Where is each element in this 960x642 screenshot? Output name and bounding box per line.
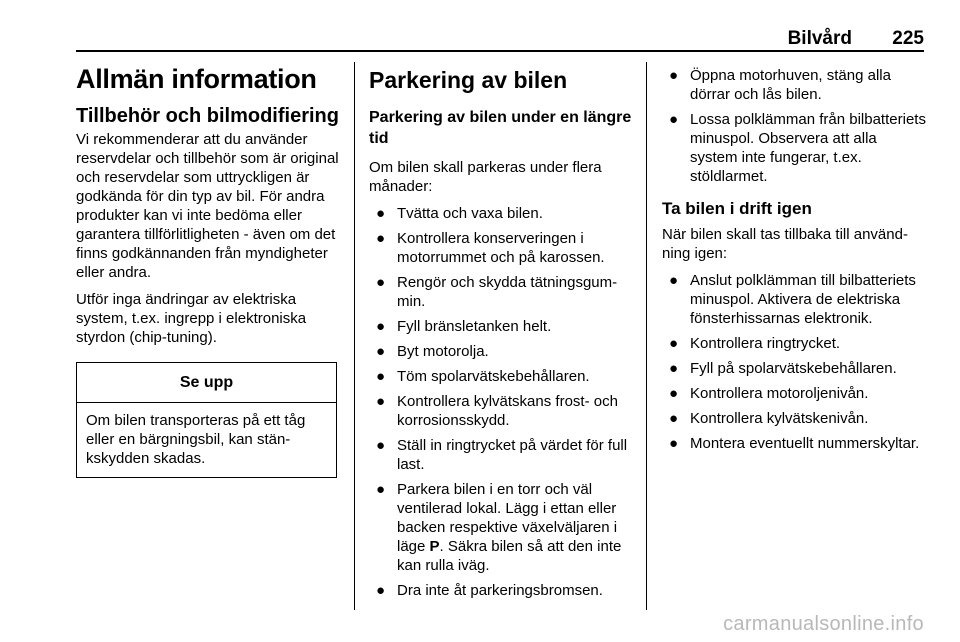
page-header bbox=[76, 28, 924, 50]
subheading-long-term-parking: Parkering av bilen under en längre tid bbox=[369, 109, 632, 147]
list-item: ● Töm spolarvätskebehållaren. bbox=[376, 368, 590, 385]
caution-text: Om bilen transporteras på ett tåg eller en bärgningsbil, kan stänkskydden skadas. bbox=[86, 412, 306, 467]
paragraph-electrical: Utför inga ändringar av elektriska system, t.ex. ingrepp i elektroniska styrdon (chip-tuning). bbox=[76, 291, 307, 346]
bullet-icon: ● bbox=[669, 360, 679, 377]
list-item: ● Kontrollera ringtrycket. bbox=[669, 335, 841, 352]
bullet-icon: ● bbox=[376, 582, 386, 599]
list-item: ● Ställ in ringtrycket på värdet för full last. bbox=[376, 437, 628, 473]
bullet-icon: ● bbox=[376, 274, 386, 291]
bullet-icon: ● bbox=[376, 343, 386, 360]
list-item: ● Fyll på spolarvätskebehållaren. bbox=[669, 360, 897, 377]
list-item: ● Rengör och skydda tätningsgummin. bbox=[376, 274, 618, 310]
column-divider-1 bbox=[354, 62, 355, 610]
list-item: ● Kontrollera motoroljenivån. bbox=[669, 385, 869, 402]
list-item: ● Öppna motorhuven, stäng alla dörrar och lås bilen. bbox=[669, 67, 891, 103]
parking-checklist bbox=[369, 204, 635, 600]
list-item: ● Kontrollera kylvätskans frost- och korrosionsskydd. bbox=[376, 393, 618, 429]
header-divider bbox=[76, 50, 924, 52]
column-3 bbox=[662, 58, 927, 453]
subheading-return-to-service: Ta bilen i drift igen bbox=[662, 199, 812, 218]
column-2 bbox=[369, 58, 635, 600]
section-title: Bilvård bbox=[787, 28, 852, 49]
bullet-icon: ● bbox=[669, 410, 679, 427]
column-divider-2 bbox=[646, 62, 647, 610]
bullet-icon: ● bbox=[669, 67, 679, 84]
list-item: ● Kontrollera kylvätskenivån. bbox=[669, 410, 869, 427]
bullet-icon: ● bbox=[669, 435, 679, 452]
bullet-icon: ● bbox=[376, 318, 386, 335]
section-heading-accessories: Tillbehör och bilmodifiering bbox=[76, 105, 339, 127]
parking-checklist-continued bbox=[662, 66, 927, 186]
caution-title: Se upp bbox=[77, 363, 336, 403]
caution-box bbox=[76, 362, 337, 478]
list-item: ● Anslut polklämman till bilbatteriets minuspol. Aktivera de elektriska fönsterhissarnas elektronik. bbox=[669, 272, 916, 327]
list-item: ● Kontrollera konserveringen i motorrummet och på karossen. bbox=[376, 230, 605, 266]
list-item: ● Tvätta och vaxa bilen. bbox=[376, 205, 543, 222]
gear-position-p: P bbox=[429, 538, 440, 555]
bullet-icon: ● bbox=[669, 335, 679, 352]
page-number: 225 bbox=[892, 28, 924, 49]
section-heading-parking: Parkering av bilen bbox=[369, 67, 568, 93]
list-item: ● Byt motorolja. bbox=[376, 343, 489, 360]
bullet-icon: ● bbox=[376, 230, 386, 247]
list-item: ● Fyll bränsletanken helt. bbox=[376, 318, 552, 335]
column-1 bbox=[76, 58, 340, 478]
bullet-icon: ● bbox=[376, 393, 386, 410]
list-item: ● Montera eventuellt nummerskyltar. bbox=[669, 435, 920, 452]
bullet-icon: ● bbox=[669, 272, 679, 289]
parking-intro: Om bilen skall parkeras under flera månader: bbox=[369, 159, 602, 195]
watermark-text: carmanualsonline.info bbox=[723, 613, 924, 635]
return-intro: När bilen skall tas tillbaka till användning igen: bbox=[662, 226, 908, 262]
list-item: ● Lossa polklämman från bilbatteriets minuspol. Observera att alla system inte fungerar, t.ex. stöldlarmet. bbox=[669, 111, 926, 185]
bullet-icon: ● bbox=[376, 368, 386, 385]
bullet-icon: ● bbox=[376, 481, 386, 498]
bullet-icon: ● bbox=[376, 205, 386, 222]
bullet-icon: ● bbox=[376, 437, 386, 454]
list-item: ● Parkera bilen i en torr och väl ventilerad lokal. Lägg i ettan eller backen respektive växelväljaren i läge P. Säkra bilen så att den inte kan rulla iväg. bbox=[376, 481, 622, 574]
paragraph-accessories: Vi rekommenderar att du använder reservdelar och tillbehör som är original och reservdelar som uttryckligen är godkända för din typ av bil. För andra produkter kan vi inte bedöma eller garantera tillförlitligheten - även om det finns godkännanden från myndigheter eller andra. bbox=[76, 131, 339, 281]
bullet-icon: ● bbox=[669, 385, 679, 402]
bullet-icon: ● bbox=[669, 111, 679, 128]
return-checklist bbox=[662, 271, 927, 453]
list-item: ● Dra inte åt parkeringsbromsen. bbox=[376, 582, 603, 599]
chapter-title: Allmän information bbox=[76, 64, 317, 94]
